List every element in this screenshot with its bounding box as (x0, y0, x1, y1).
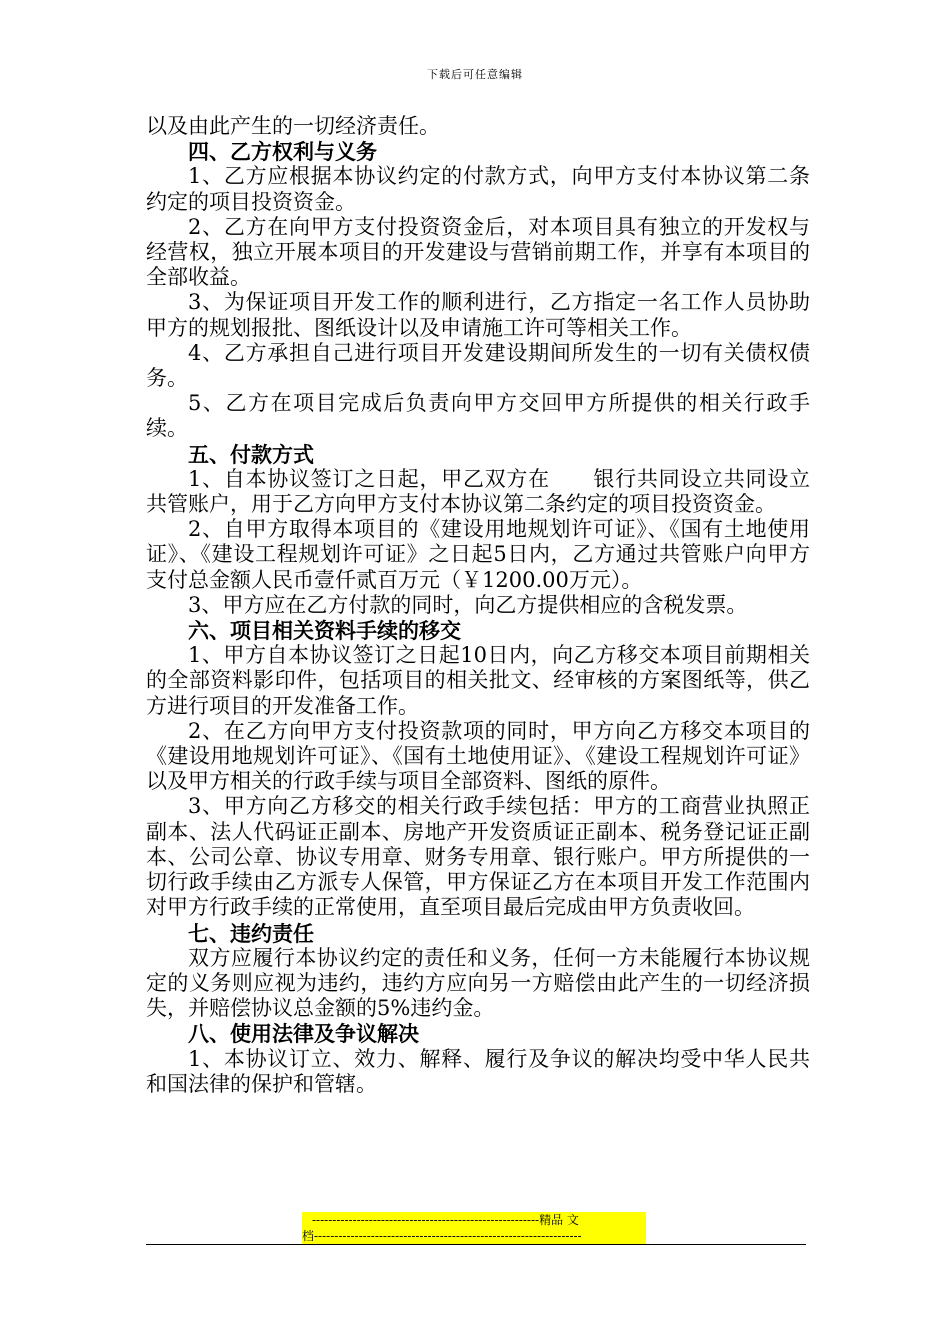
section-heading: 八、使用法律及争议解决 (188, 1021, 419, 1047)
paragraph: 3、为保证项目开发工作的顺利进行，乙方指定一名工作人员协助甲方的规划报批、图纸设计以及申请施工许可等相关工作。 (146, 290, 810, 340)
page-header: 下载后可任意编辑 (427, 68, 523, 81)
paragraph: 2、在乙方向甲方支付投资款项的同时，甲方向乙方移交本项目的《建设用地规划许可证》、《国有土地使用证》、《建设工程规划许可证》以及甲方相关的行政手续与项目全部资料、图纸的原件。 (146, 718, 810, 794)
paragraph: 3、甲方应在乙方付款的同时，向乙方提供相应的含税发票。 (188, 592, 748, 617)
section-heading: 五、付款方式 (188, 441, 314, 467)
paragraph: 1、自本协议签订之日起，甲乙双方在 银行共同设立共同设立共管账户，用于乙方向甲方支付本协议第二条约定的项目投资资金。 (146, 466, 810, 517)
paragraph-continuation: 以及由此产生的一切经济责任。 (146, 114, 440, 138)
section-heading: 七、违约责任 (188, 920, 314, 946)
paragraph: 2、乙方在向甲方支付投资资金后，对本项目具有独立的开发权与经营权，独立开展本项目的开发建设与营销前期工作，并享有本项目的全部收益。 (146, 214, 810, 290)
paragraph: 4、乙方承担自己进行项目开发建设期间所发生的一切有关债权债务。 (146, 340, 810, 391)
section-heading: 六、项目相关资料手续的移交 (188, 618, 461, 644)
footer-divider (146, 1244, 806, 1245)
document-body (146, 114, 810, 1097)
section-heading: 四、乙方权利与义务 (188, 139, 377, 165)
paragraph: 2、自甲方取得本项目的《建设用地规划许可证》、《国有土地使用证》、《建设工程规划许可证》之日起5日内，乙方通过共管账户向甲方支付总金额人民币壹仟贰百万元（￥1200.00万元）。 (146, 517, 810, 592)
paragraph: 1、本协议订立、效力、解释、履行及争议的解决均受中华人民共和国法律的保护和管辖。 (146, 1046, 810, 1096)
paragraph: 5、乙方在项目完成后负责向甲方交回甲方所提供的相关行政手续。 (146, 391, 810, 441)
paragraph: 1、甲方自本协议签订之日起10日内，向乙方移交本项目前期相关的全部资料影印件，包括项目的相关批文、经审核的方案图纸等，供乙方进行项目的开发准备工作。 (146, 643, 810, 718)
footer-watermark-line-1: --------------------------------------------------------精品 文 (312, 1213, 579, 1227)
footer-watermark-line-2: 档------------------------------------------------------------------ (302, 1229, 582, 1243)
footer-watermark (302, 1212, 646, 1244)
paragraph: 3、甲方向乙方移交的相关行政手续包括：甲方的工商营业执照正副本、法人代码证正副本、房地产开发资质证正副本、税务登记证正副本、公司公章、协议专用章、财务专用章、银行账户。甲方所提供的一切行政手续由乙方派专人保管，甲方保证乙方在本项目开发工作范围内对甲方行政手续的正常使用，直至项目最后完成由甲方负责收回。 (146, 794, 810, 920)
paragraph: 双方应履行本协议约定的责任和义务，任何一方未能履行本协议规定的义务则应视为违约，违约方应向另一方赔偿由此产生的一切经济损失，并赔偿协议总金额的5%违约金。 (146, 945, 810, 1021)
paragraph: 1、乙方应根据本协议约定的付款方式，向甲方支付本协议第二条约定的项目投资资金。 (146, 164, 810, 214)
